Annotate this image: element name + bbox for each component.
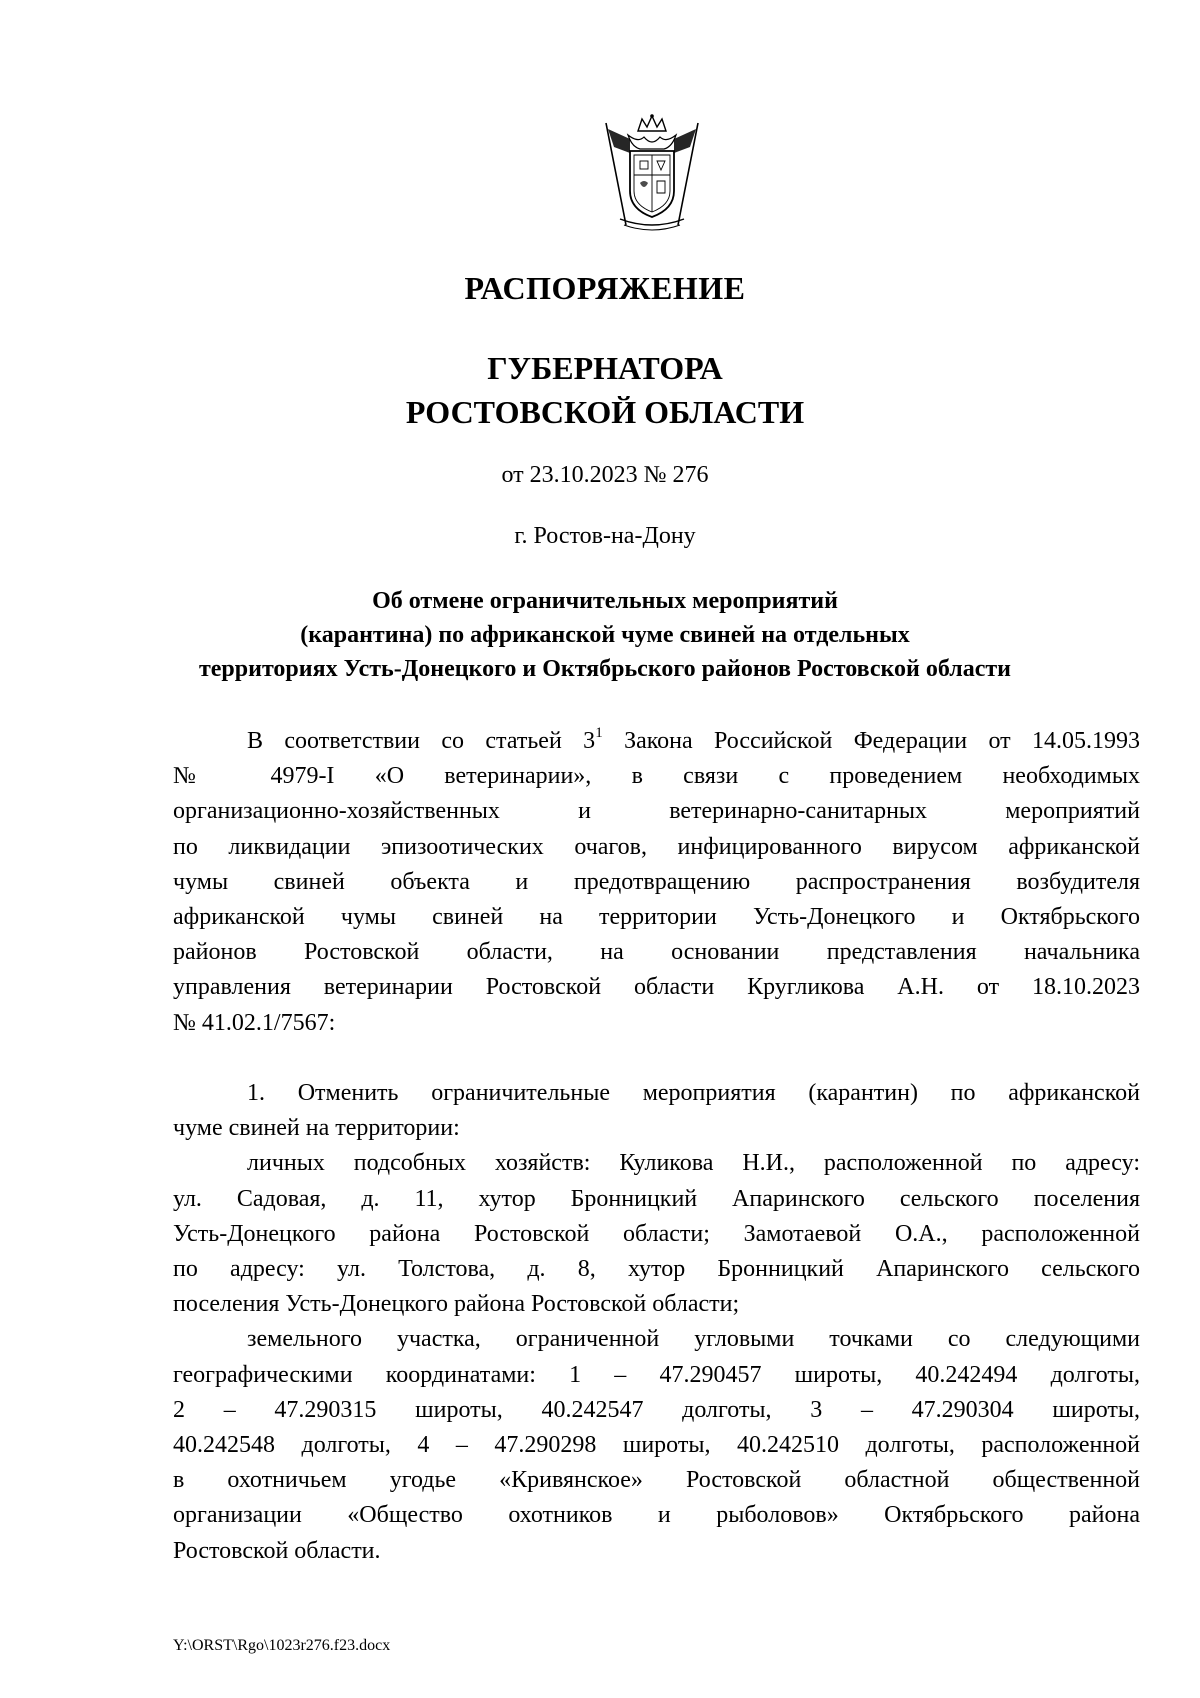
preamble-line: управления ветеринарии Ростовской области Кругликова А.Н. от 18.10.2023 <box>173 974 1140 1001</box>
preamble-line: по ликвидации эпизоотических очагов, инфицированного вирусом африканской <box>173 833 1140 860</box>
item-1-land-plot-line: организации «Общество охотников и рыболовов» Октябрьского района <box>173 1502 1140 1529</box>
item-1-paragraph <box>173 1076 1140 1569</box>
preamble-line: районов Ростовской области, на основании представления начальника <box>173 939 1140 966</box>
document-subject <box>0 584 1200 686</box>
coat-of-arms-icon <box>600 113 704 233</box>
item-1-land-plot-line: 2 – 47.290315 широты, 40.242547 долготы, 3 – 47.290304 широты, <box>173 1396 1140 1423</box>
item-1-land-plot-line: Ростовской области. <box>173 1537 381 1564</box>
item-1-land-plot-line: в охотничьем угодье «Кривянское» Ростовской областной общественной <box>173 1467 1140 1494</box>
item-1-households-line: личных подсобных хозяйств: Куликова Н.И., расположенной по адресу: <box>247 1150 1140 1177</box>
preamble-line: африканской чумы свиней на территории Усть-Донецкого и Октябрьского <box>173 904 1140 931</box>
preamble-text-a: В соответствии со статьей 3 <box>247 728 596 754</box>
preamble-line: № 4979-I «О ветеринарии», в связи с проведением необходимых <box>173 763 1140 790</box>
item-1-land-plot-line: 40.242548 долготы, 4 – 47.290298 широты, 40.242510 долготы, расположенной <box>173 1432 1140 1459</box>
item-1-households-line: Усть-Донецкого района Ростовской области; Замотаевой О.А., расположенной <box>173 1220 1140 1247</box>
issuer-line-2: РОСТОВСКОЙ ОБЛАСТИ <box>405 394 805 430</box>
article-superscript: 1 <box>595 725 603 741</box>
issuer-line-1: ГУБЕРНАТОРА <box>487 350 723 386</box>
subject-line-1: Об отмене ограничительных мероприятий <box>372 588 838 614</box>
preamble-line: организационно-хозяйственных и ветеринарно-санитарных мероприятий <box>173 798 1140 825</box>
item-1-land-plot-line: географическими координатами: 1 – 47.290457 широты, 40.242494 долготы, <box>173 1361 1140 1388</box>
document-type-title: РАСПОРЯЖЕНИЕ <box>464 270 746 306</box>
preamble-line: № 41.02.1/7567: <box>173 1009 336 1036</box>
preamble-line: чумы свиней объекта и предотвращению распространения возбудителя <box>173 868 1140 895</box>
item-1-line: 1. Отменить ограничительные мероприятия (карантин) по африканской <box>247 1080 1140 1106</box>
footer-file-path: Y:\ORST\Rgo\1023r276.f23.docx <box>173 1637 391 1654</box>
subject-line-2: (карантина) по африканской чуме свиней на отдельных <box>300 622 910 648</box>
city-line: г. Ростов-на-Дону <box>514 523 696 549</box>
item-1-households-line: по адресу: ул. Толстова, д. 8, хутор Бронницкий Апаринского сельского <box>173 1256 1140 1283</box>
item-1-households-line: поселения Усть-Донецкого района Ростовской области; <box>173 1291 740 1318</box>
subject-line-3: территориях Усть-Донецкого и Октябрьского районов Ростовской области <box>198 656 1011 682</box>
issuer-title <box>0 346 1200 434</box>
preamble-line <box>173 724 1140 759</box>
preamble-text-b: Закона Российской Федерации от 14.05.1993 <box>602 728 1140 754</box>
item-1-households-line: ул. Садовая, д. 11, хутор Бронницкий Апаринского сельского поселения <box>173 1185 1140 1212</box>
preamble-paragraph <box>173 724 1140 1041</box>
date-and-number: от 23.10.2023 № 276 <box>501 462 709 488</box>
item-1-land-plot-line: земельного участка, ограниченной угловыми точками со следующими <box>247 1326 1140 1353</box>
item-1-line: чуме свиней на территории: <box>173 1115 460 1142</box>
